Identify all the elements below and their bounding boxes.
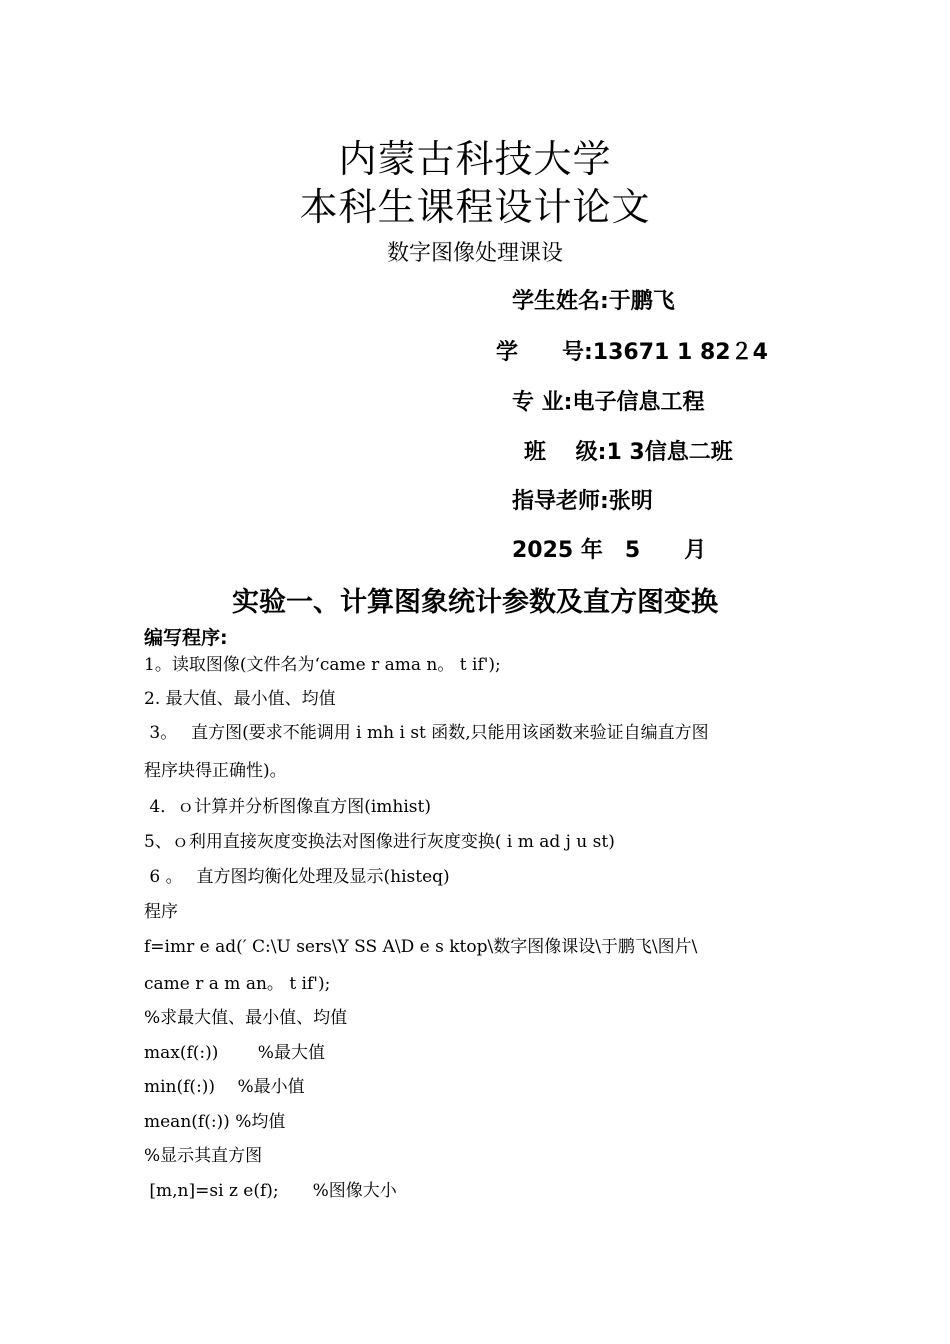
text-line: 6 。 直方图均衡化处理及显示(histeq) [144, 867, 450, 887]
code-line: mean(f(:)) %均值 [144, 1112, 286, 1132]
program-heading: 编写程序: [144, 627, 228, 649]
text-line: 程序 [144, 902, 178, 922]
text-line: 5、ｏ利用直接灰度变换法对图像进行灰度变换( i m ad j u st) [144, 832, 615, 852]
text-line: 4．ｏ计算并分析图像直方图(imhist) [144, 797, 431, 817]
code-line: f=imr e ad(′ C:\U sers\Y SS A\D e s ktop\数字图像课设\于鹏飞\图片\ [144, 937, 698, 957]
text-line: 3。 直方图(要求不能调用 i mh i st 函数,只能用该函数来验证自编直方图 [144, 723, 709, 743]
code-line: [m,n]=si z e(f); %图像大小 [144, 1181, 397, 1201]
text-line: 1。读取图像(文件名为‘came r ama n。 t if'); [144, 655, 501, 675]
date: 2025 年 5 月 [512, 538, 707, 563]
student-class: 班 级:1 3信息二班 [524, 440, 733, 465]
course-title: 数字图像处理课设 [386, 241, 563, 266]
code-comment: %求最大值、最小值、均值 [144, 1008, 348, 1028]
text-line: 2. 最大值、最小值、均值 [144, 689, 336, 709]
code-comment: %显示其直方图 [144, 1146, 263, 1166]
university-title: 内蒙古科技大学 [338, 137, 612, 181]
experiment-title: 实验一、计算图象统计参数及直方图变换 [232, 587, 718, 618]
student-id: 学 号:13671 1 82２4 [496, 340, 768, 365]
student-name: 学生姓名:于鹏飞 [512, 289, 675, 314]
thesis-type-title: 本科生课程设计论文 [299, 185, 651, 229]
advisor: 指导老师:张明 [512, 489, 653, 514]
student-major: 专 业:电子信息工程 [512, 390, 705, 415]
code-line: max(f(:)) %最大值 [144, 1043, 325, 1063]
code-line: min(f(:)) %最小值 [144, 1077, 305, 1097]
code-line: came r a m an。 t if'); [144, 974, 331, 994]
text-line: 程序块得正确性)。 [144, 761, 287, 781]
